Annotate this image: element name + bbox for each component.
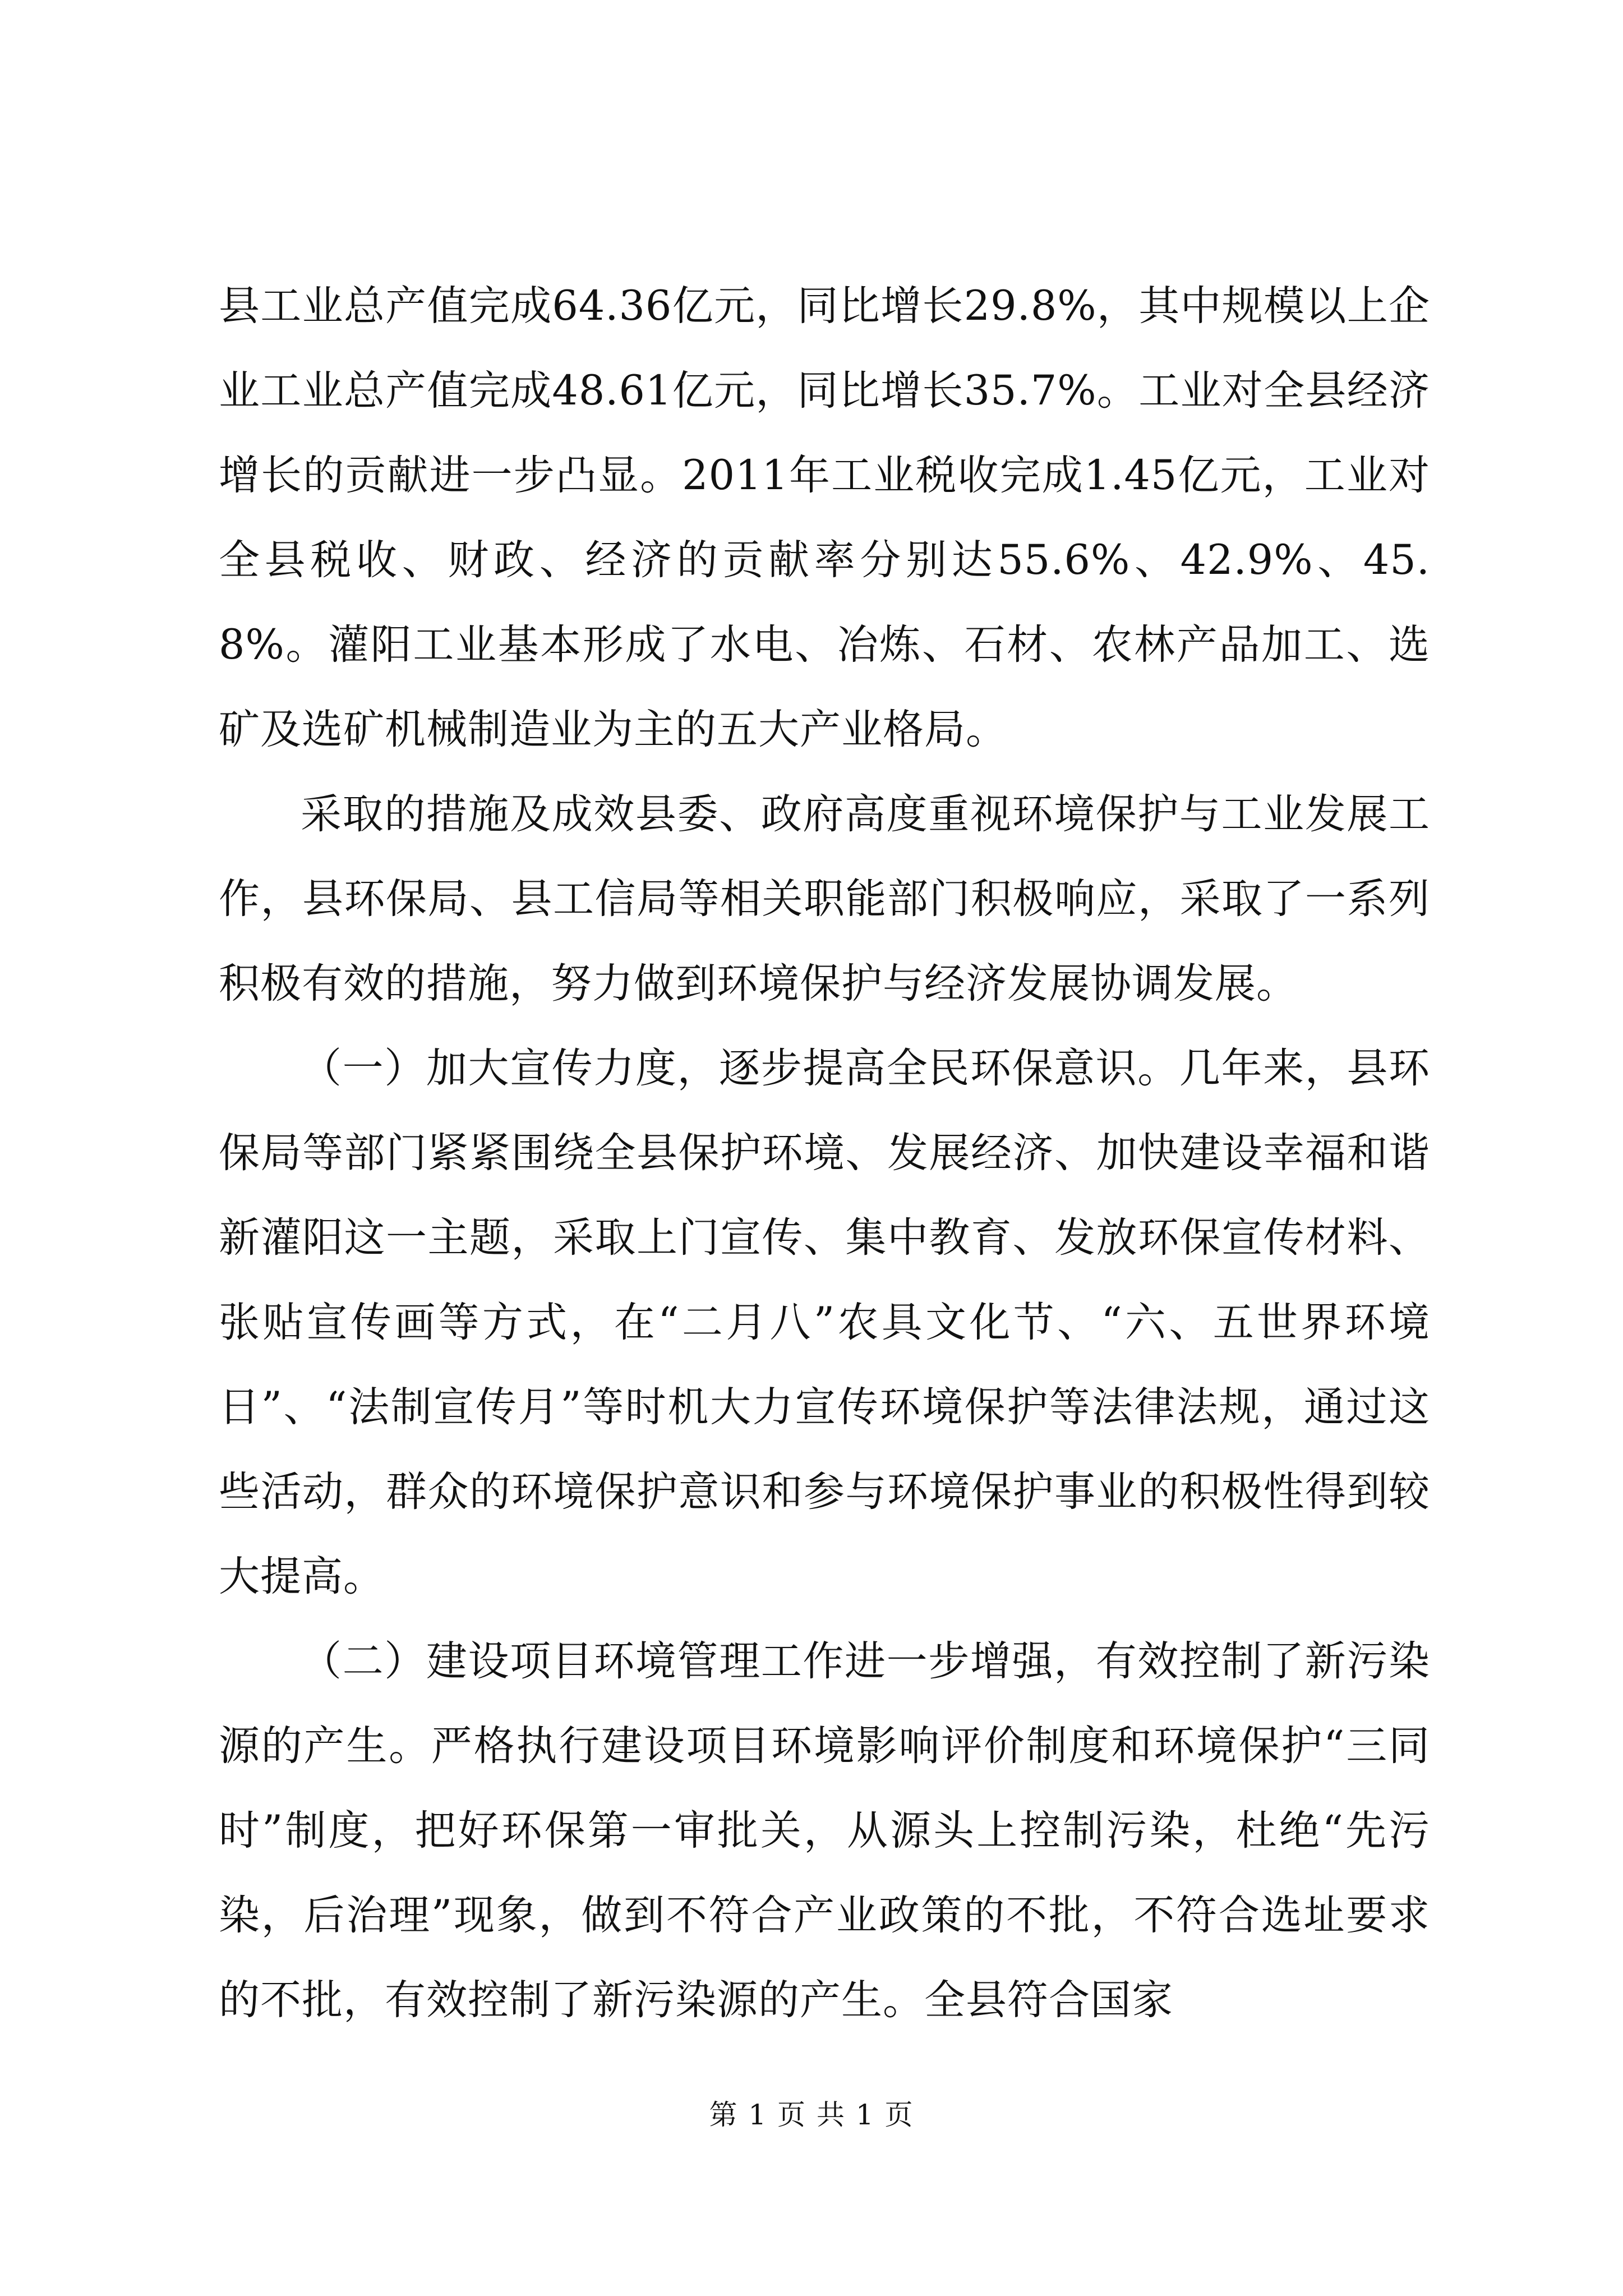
paragraph-2: 采取的措施及成效县委、政府高度重视环境保护与工业发展工作，县环保局、县工信局等相关职能部门积极响应，采取了一系列积极有效的措施，努力做到环境保护与经济发展协调发展。 bbox=[219, 790, 1430, 1007]
paragraph-4: （二）建设项目环境管理工作进一步增强，有效控制了新污染源的产生。严格执行建设项目环境影响评价制度和环境保护“三同时”制度，把好环保第一审批关，从源头上控制污染，杜绝“先污染，后治理”现象，做到不符合产业政策的不批，不符合选址要求的不批，有效控制了新污染源的产生。全县符合国家 bbox=[219, 1637, 1430, 2024]
paragraph-3: （一）加大宣传力度，逐步提高全民环保意识。几年来，县环保局等部门紧紧围绕全县保护环境、发展经济、加快建设幸福和谐新灌阳这一主题，采取上门宣传、集中教育、发放环保宣传材料、张贴宣传画等方式，在“二月八”农具文化节、“六、五世界环境日”、“法制宣传月”等时机大力宣传环境保护等法律法规，通过这些活动，群众的环境保护意识和参与环境保护事业的积极性得到较大提高。 bbox=[219, 1045, 1430, 1600]
page-number-footer: 第 1 页 共 1 页 bbox=[709, 2099, 914, 2131]
paragraph-1: 县工业总产值完成64.36亿元，同比增长29.8%，其中规模以上企业工业总产值完成48.61亿元，同比增长35.7%。工业对全县经济增长的贡献进一步凸显。2011年工业税收完成1.45亿元，工业对全县税收、财政、经济的贡献率分别达55.6%、42.9%、45.8%。灌阳工业基本形成了水电、冶炼、石材、农林产品加工、选矿及选矿机械制造业为主的五大产业格局。 bbox=[219, 282, 1430, 753]
document-body bbox=[219, 264, 1430, 2042]
